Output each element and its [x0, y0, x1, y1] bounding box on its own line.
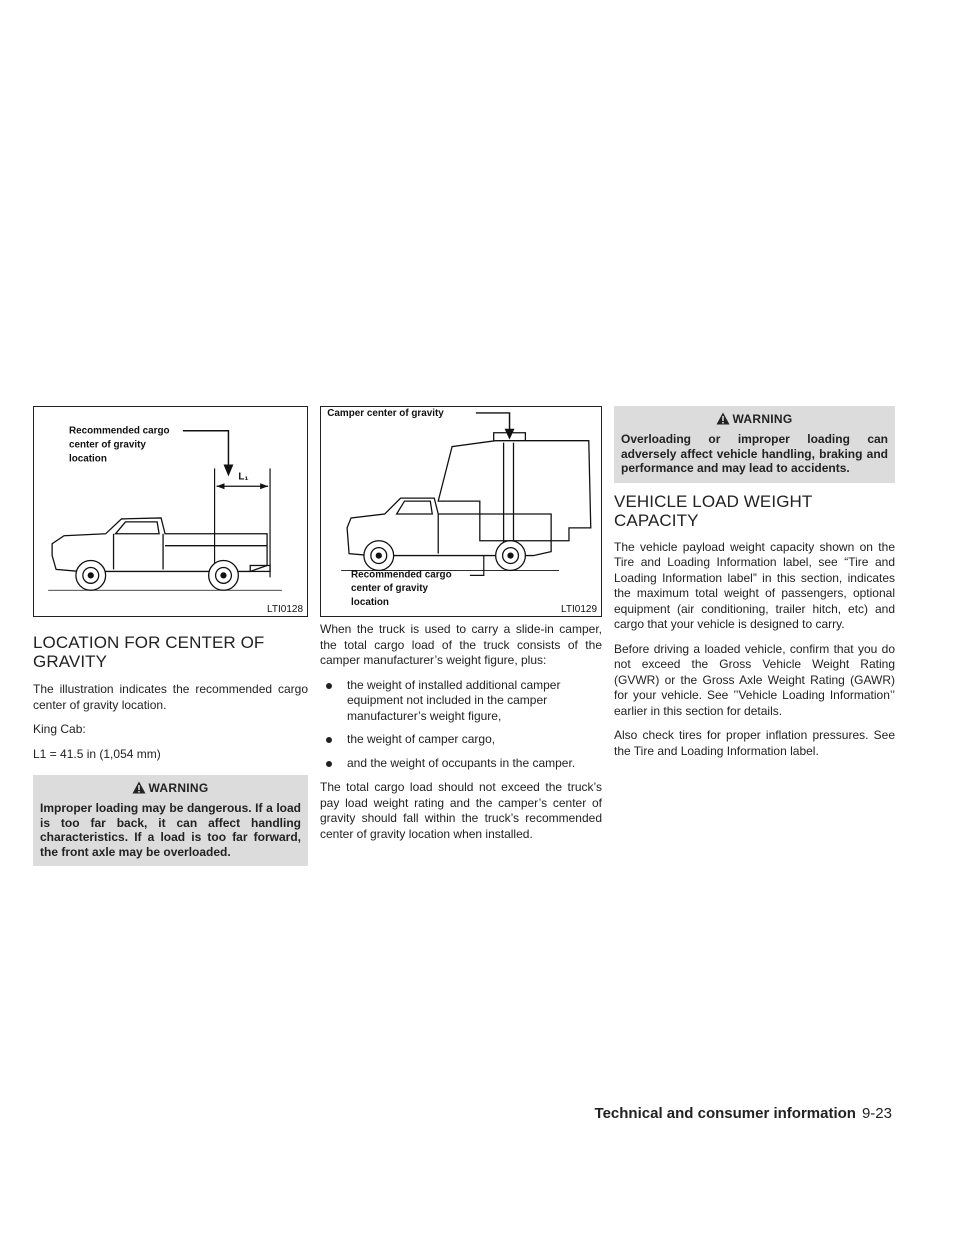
section1-value: L1 = 41.5 in (1,054 mm): [33, 746, 161, 761]
camper-cg-figure: [320, 406, 602, 617]
section-title-load-capacity: VEHICLE LOAD WEIGHT CAPACITY: [614, 491, 813, 530]
bullet-icon: [326, 737, 332, 743]
list-item: [326, 732, 602, 748]
warning-heading-text: WARNING: [732, 412, 793, 426]
section1-cab: King Cab:: [33, 722, 86, 736]
camper-bullet-list: [320, 678, 602, 772]
figure-id-lti0128: LTI0128: [267, 604, 303, 615]
middle-column: [320, 406, 602, 851]
fig1-label-line2: center of gravity: [68, 439, 146, 451]
section1-intro: The illustration indicates the recommended cargo center of gravity location.: [33, 682, 308, 712]
warning-triangle-icon: [716, 412, 730, 425]
load-paragraph-3: Also check tires for proper inflation pressures. See the Tire and Loading Information label.: [614, 728, 895, 758]
camper-cg-illustration: [321, 407, 601, 616]
camper-truck-drawing: [341, 433, 591, 576]
fig2-label-bottom-line3: location: [351, 597, 389, 609]
fig2-label-top: Camper center of gravity: [327, 407, 444, 419]
pickup-truck-drawing: [48, 518, 282, 590]
bullet-text: the weight of installed additional camper equipment not included in the camper manufacturer’s weight figure,: [347, 677, 561, 723]
warning-box-loading: [33, 775, 308, 866]
load-paragraph-2: Before driving a loaded vehicle, confirm that you do not exceed the Gross Vehicle Weight Rating (GVWR) or the Gross Axle Weight Rating (GAWR) for your vehicle. See ’’Vehicle Loading Information’’ earlier in this section for details.: [614, 641, 895, 718]
fig2-label-bottom-line2: center of gravity: [351, 583, 429, 595]
fig2-label-bottom-line1: Recommended cargo: [351, 569, 452, 581]
camper-closing: The total cargo load should not exceed the truck’s pay load weight rating and the camper’s center of gravity should fall within the truck’s recommended center of gravity location when installed.: [320, 780, 602, 841]
bullet-icon: [326, 683, 332, 689]
warning-heading: [621, 412, 888, 426]
bullet-text: and the weight of occupants in the camper.: [347, 755, 576, 770]
figure-id-lti0129: LTI0129: [561, 604, 597, 615]
warning-box-overloading: [614, 406, 895, 483]
warning-text: Improper loading may be dangerous. If a load is too far back, it can affect handling characteristics. If a load is too far forward, the front axle may be overloaded.: [40, 801, 301, 859]
list-item: [326, 756, 602, 772]
load-paragraph-1: The vehicle payload weight capacity shown on the Tire and Loading Information label, see “Tire and Loading Information label” in this section, indicates the maximum total weight of passengers, optional equipment (air conditioning, trailer hitch, etc) and cargo that your vehicle is designed to carry.: [614, 539, 895, 631]
truck-cargo-cg-figure: [33, 406, 308, 617]
dimension-l1-label: L₁: [238, 471, 249, 483]
warning-heading-text: WARNING: [148, 781, 209, 795]
truck-cargo-cg-illustration: [34, 407, 307, 616]
section-title-center-of-gravity: LOCATION FOR CENTER OF GRAVITY: [33, 633, 265, 671]
camper-intro: When the truck is used to carry a slide-in camper, the total cargo load of the truck consists of the camper manufacturer’s weight figure, plus:: [320, 622, 602, 667]
left-column: [33, 406, 308, 875]
page-number: 9-23: [861, 1105, 892, 1122]
footer-section-title: Technical and consumer information: [594, 1105, 856, 1122]
warning-triangle-icon: [132, 781, 146, 794]
warning-text: Overloading or improper loading can adversely affect vehicle handling, braking and performance and may lead to accidents.: [621, 432, 888, 475]
list-item: [326, 678, 602, 725]
bullet-text: the weight of camper cargo,: [347, 732, 496, 746]
right-column: [614, 406, 895, 768]
bullet-icon: [326, 761, 332, 767]
fig1-label-line1: Recommended cargo: [68, 425, 170, 437]
warning-heading: [40, 781, 301, 795]
page-footer: [595, 1105, 892, 1122]
fig1-label-line3: location: [68, 453, 107, 465]
